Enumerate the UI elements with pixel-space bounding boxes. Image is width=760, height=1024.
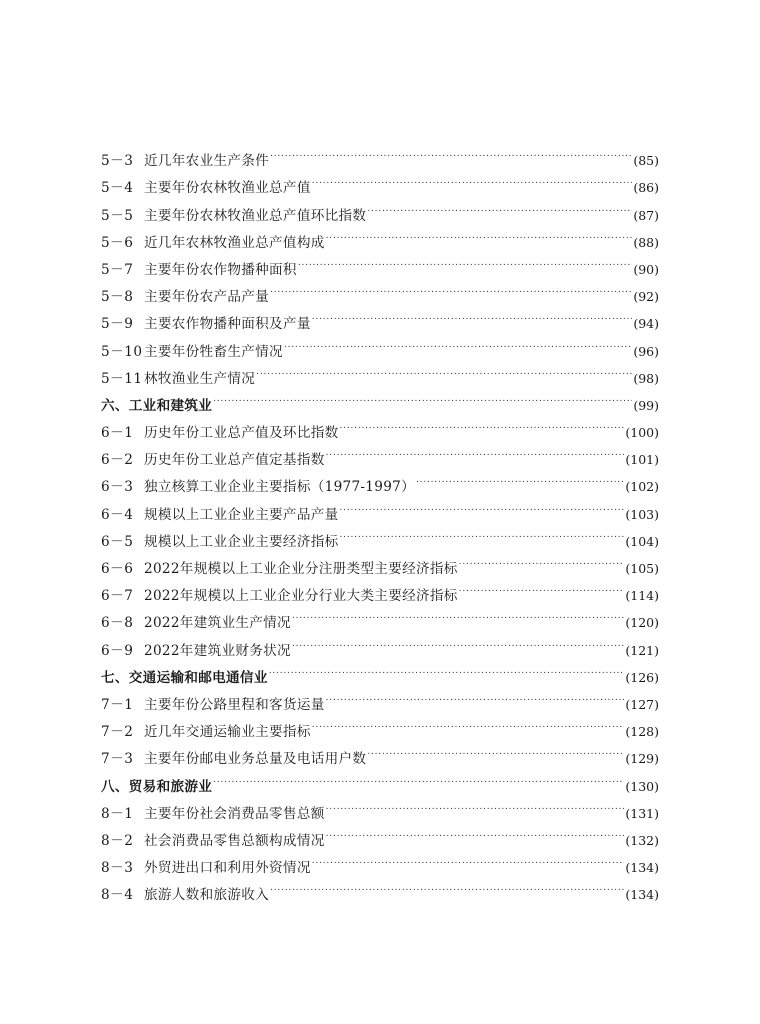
dot-leader (270, 138, 632, 165)
entry-page: (120) (625, 615, 659, 631)
entry-code: 6－9 (101, 642, 134, 659)
entry-code: 6－6 (101, 561, 134, 577)
dot-leader (270, 872, 624, 899)
entry-title: 历史年份工业总产值及环比指数 (144, 425, 339, 442)
dot-leader (256, 356, 632, 383)
entry-code: 6－4 (101, 506, 134, 523)
entry-title: 主要年份农林牧渔业总产值环比指数 (144, 207, 367, 224)
dot-leader (292, 627, 624, 654)
entry-code: 7－2 (101, 724, 134, 741)
entry-title: 主要农作物播种面积及产量 (144, 316, 311, 333)
entry-page: (87) (633, 207, 659, 223)
dot-leader (284, 328, 632, 355)
entry-code: 6－2 (101, 452, 134, 469)
entry-code: 6－8 (101, 615, 134, 632)
section-title: 八、贸易和旅游业 (101, 778, 213, 795)
entry-page: (98) (633, 370, 659, 386)
entry-title: 主要年份牲畜生产情况 (144, 343, 283, 360)
entry-page: (92) (633, 289, 659, 305)
entry-code: 5－9 (101, 316, 134, 333)
entry-page: (90) (633, 261, 659, 277)
entry-code: 5－8 (101, 289, 134, 306)
entry-title: 主要年份农作物播种面积 (144, 261, 297, 278)
entry-code: 5－11 (101, 370, 143, 387)
entry-title: 近几年农业生产条件 (144, 153, 270, 170)
dot-leader (340, 519, 625, 546)
entry-page: (99) (633, 397, 659, 413)
entry-title: 主要年份农产品产量 (144, 289, 270, 306)
dot-leader (213, 763, 624, 790)
entry-code: 5－7 (101, 261, 134, 278)
dot-leader (367, 736, 624, 763)
entry-code: 7－1 (101, 696, 134, 713)
entry-title: 2022年规模以上工业企业分注册类型主要经济指标 (144, 561, 458, 577)
entry-page: (105) (625, 561, 659, 576)
entry-code: 7－3 (101, 751, 134, 768)
dot-leader (326, 818, 625, 845)
entry-page: (101) (625, 452, 659, 468)
dot-leader (326, 220, 633, 247)
entry-page: (127) (625, 696, 659, 712)
entry-title: 主要年份公路里程和客货运量 (144, 696, 325, 713)
entry-title: 历史年份工业总产值定基指数 (144, 452, 325, 469)
dot-leader (312, 709, 625, 736)
entry-page: (86) (633, 180, 659, 196)
dot-leader (270, 274, 632, 301)
dot-leader (213, 383, 632, 410)
entry-code: 8－2 (101, 832, 134, 849)
section-title: 六、工业和建筑业 (101, 397, 213, 414)
entry-title: 林牧渔业生产情况 (144, 370, 256, 387)
entry-code: 6－1 (101, 425, 134, 442)
entry-title: 社会消费品零售总额构成情况 (144, 832, 325, 849)
entry-page: (85) (633, 153, 659, 169)
entry-code: 6－7 (101, 588, 134, 605)
entry-title: 主要年份农林牧渔业总产值 (144, 180, 311, 197)
entry-title: 主要年份社会消费品零售总额 (144, 805, 325, 822)
table-of-contents (101, 138, 659, 904)
dot-leader (459, 573, 625, 600)
entry-page: (100) (625, 425, 659, 441)
entry-page: (104) (625, 533, 659, 549)
entry-code: 6－3 (101, 479, 134, 496)
entry-code: 8－1 (101, 805, 134, 822)
entry-page: (94) (633, 316, 659, 332)
entry-page: (130) (625, 778, 659, 794)
entry-page: (96) (633, 343, 659, 359)
entry-code: 5－3 (101, 153, 134, 170)
dot-leader (340, 410, 625, 437)
entry-page: (88) (633, 234, 659, 250)
entry-code: 5－10 (101, 343, 143, 360)
entry-title: 近几年农林牧渔业总产值构成 (144, 234, 325, 251)
entry-title: 外贸进出口和利用外资情况 (144, 860, 311, 877)
dot-leader (269, 655, 625, 682)
entry-code: 5－5 (101, 207, 134, 224)
entry-title: 规模以上工业企业主要经济指标 (144, 533, 339, 550)
entry-page: (134) (625, 860, 659, 876)
entry-title: 旅游人数和旅游收入 (144, 887, 270, 904)
entry-code: 8－4 (101, 887, 134, 904)
entry-title: 主要年份邮电业务总量及电话用户数 (144, 751, 367, 768)
entry-title: 近几年交通运输业主要指标 (144, 724, 311, 741)
entry-page: (132) (625, 832, 659, 848)
dot-leader (416, 464, 624, 491)
entry-title: 独立核算工业企业主要指标（1977-1997） (144, 479, 415, 496)
entry-page: (128) (625, 724, 659, 740)
entry-code: 8－3 (101, 860, 134, 877)
dot-leader (340, 491, 625, 518)
dot-leader (367, 192, 632, 219)
entry-page: (103) (625, 506, 659, 522)
entry-code: 5－6 (101, 234, 134, 251)
entry-page: (129) (625, 751, 659, 767)
entry-page: (134) (625, 887, 659, 903)
entry-page: (121) (625, 642, 659, 658)
entry-code: 5－4 (101, 180, 134, 197)
dot-leader (292, 600, 624, 627)
toc-entry[interactable] (101, 138, 659, 170)
entry-page: (114) (625, 588, 659, 604)
entry-title: 2022年建筑业生产情况 (144, 615, 291, 632)
entry-page: (102) (625, 479, 659, 495)
dot-leader (312, 165, 633, 192)
dot-leader (326, 437, 625, 464)
entry-code: 6－5 (101, 533, 134, 550)
entry-title: 2022年规模以上工业企业分行业大类主要经济指标 (144, 588, 458, 605)
dot-leader (326, 791, 625, 818)
entry-page: (131) (625, 805, 659, 821)
entry-page: (126) (625, 669, 659, 685)
section-title: 七、交通运输和邮电通信业 (101, 669, 268, 686)
dot-leader (459, 546, 625, 573)
dot-leader (326, 682, 625, 709)
entry-title: 规模以上工业企业主要产品产量 (144, 506, 339, 523)
dot-leader (298, 247, 632, 274)
dot-leader (312, 301, 633, 328)
entry-title: 2022年建筑业财务状况 (144, 642, 291, 659)
dot-leader (312, 845, 625, 872)
